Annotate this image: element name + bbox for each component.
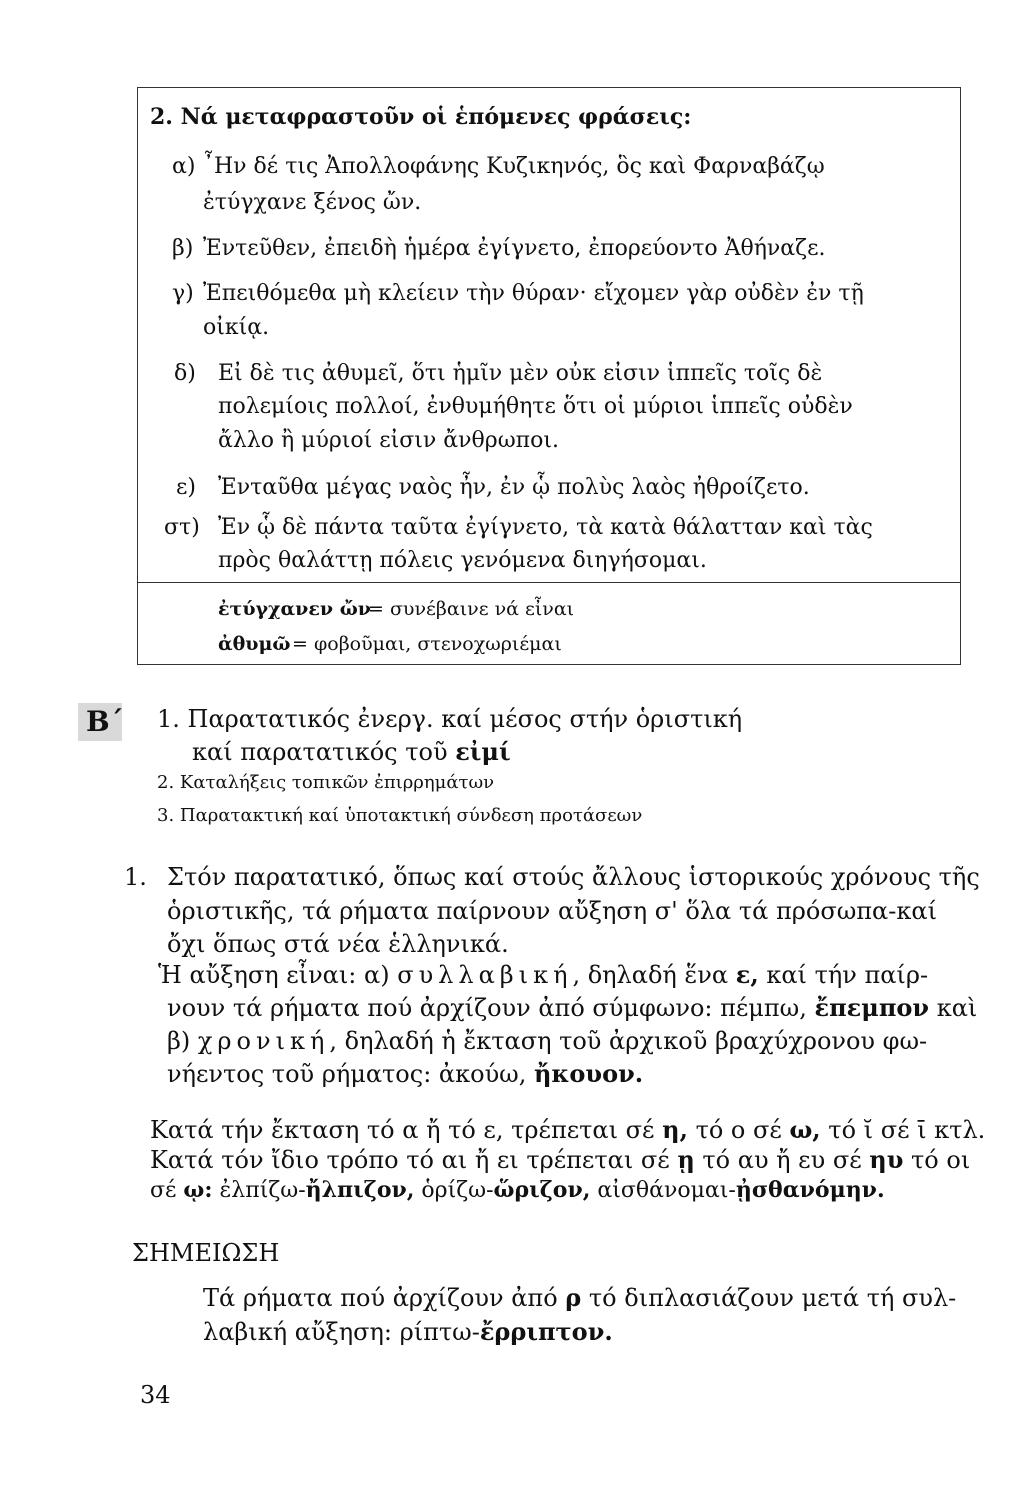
body-p3-line-1 (150, 1115, 985, 1144)
exercise-label-d: δ) (174, 361, 196, 386)
body-p3-l2-text3: τό οι (903, 1146, 971, 1174)
body-p3-l3-text3: ὁρίζω- (414, 1178, 494, 1203)
body-p3-l1-text2: τό ο σέ (687, 1116, 790, 1144)
body-p2-l4-text: νήεντος τοῦ ρήματος: ἀκούω, (167, 1060, 534, 1088)
note-l1-bold: ρ (565, 1283, 582, 1312)
body-p3-l1-text: Κατά τήν ἔκταση τό α ἤ τό ε, τρέπεται σέ (150, 1116, 663, 1144)
exercise-line-e: Ἐνταῦθα μέγας ναὸς ἦν, ἐν ᾧ πολὺς λαὸς ἠθροίζετο. (218, 475, 810, 500)
body-p2-l1-bold: ε, (735, 960, 759, 989)
body-p3-l2-text2: τό αυ ἤ ευ σέ (694, 1146, 870, 1174)
exercise-label-e: ε) (176, 475, 196, 500)
exercise-line-a2: ἐτύγχανε ξένος ὤν. (203, 190, 422, 215)
note-l1-text2: τό διπλασιάζουν μετά τή συλ- (581, 1284, 957, 1312)
body-p3-l2-text: Κατά τόν ἴδιο τρόπο τό αι ἤ ει τρέπεται σέ (150, 1146, 678, 1174)
note-l1-text: Τά ρήματα πού ἀρχίζουν ἀπό (203, 1284, 566, 1312)
glossary-def-2: = φοβοῦμαι, στενοχωριέμαι (292, 633, 562, 655)
body-p2-l3-text2: , δηλαδή ἡ ἔκταση τοῦ ἀρχικοῦ βραχύχρονου φω- (329, 1027, 928, 1055)
section-item-1-line-1: 1. Παρατατικός ἐνεργ. καί μέσος στήν ὁριστική (157, 705, 743, 733)
glossary-def-1: = συνέβαινε νά εἶναι (368, 598, 575, 620)
body-p3-line-3 (150, 1177, 885, 1203)
body-p3-l2-bold: ῃ (677, 1145, 695, 1174)
body-p1-line-3: ὄχι ὅπως στά νέα ἑλληνικά. (167, 930, 509, 958)
body-p1-line-2: ὁριστικῆς, τά ρήματα παίρνουν αὔξηση σ' ὅλα τά πρόσωπα-καί (167, 897, 937, 925)
body-p2-l1-text: Ἡ αὔξηση εἶναι: α) (158, 961, 398, 989)
body-p2-line-2 (167, 993, 977, 1022)
exercise-label-b: β) (172, 236, 194, 261)
body-p2-line-1 (158, 960, 928, 989)
section-item-1-bold-term: εἰμί (455, 737, 511, 766)
body-p3-l3-text4: αἰσθάνομαι- (590, 1178, 736, 1203)
body-p3-l3-bold3: ὥριζον, (493, 1177, 591, 1203)
exercise-line-c1: Ἐπειθόμεθα μὴ κλείειν τὴν θύραν· εἴχομεν γὰρ οὐδὲν ἐν τῇ (203, 281, 864, 306)
body-p2-l1-text3: καί τήν παίρ- (758, 961, 929, 989)
body-p2-l3-spaced: χρονική (197, 1027, 330, 1055)
body-p3-l1-bold2: ω, (789, 1115, 821, 1144)
note-line-1 (203, 1283, 956, 1312)
body-p3-l1-text3: τό ῐ σέ ῑ κτλ. (820, 1116, 986, 1144)
body-p3-l1-bold: η, (662, 1115, 688, 1144)
body-p2-line-3 (167, 1027, 927, 1055)
exercise-line-c2: οἰκίᾳ. (203, 315, 270, 340)
body-p1-line-1: Στόν παρατατικό, ὅπως καί στούς ἄλλους ἱστορικούς χρόνους τῆς (167, 863, 980, 891)
body-p3-l3-text: σέ (150, 1178, 184, 1203)
exercise-line-b: Ἐντεῦθεν, ἐπειδὴ ἡμέρα ἐγίγνετο, ἐπορεύοντο Ἀθήναζε. (203, 236, 826, 261)
body-p3-l3-bold: ῳ: (183, 1177, 213, 1203)
note-l2-text: λαβική αὔξηση: ρίπτω- (203, 1318, 480, 1346)
exercise-label-st: στ) (164, 515, 200, 540)
body-p3-l2-bold2: ηυ (869, 1145, 904, 1174)
exercise-label-a: α) (172, 154, 196, 179)
note-line-2 (203, 1317, 613, 1346)
section-badge: Β΄ (78, 703, 122, 741)
body-p2-l3-text: β) (167, 1027, 198, 1055)
body-p2-l4-bold: ἤκουον. (533, 1059, 644, 1088)
note-l2-bold: ἔρριπτον. (479, 1317, 613, 1346)
body-p2-l1-spaced: συλλαβική (397, 961, 573, 989)
exercise-line-st2: πρὸς θαλάττῃ πόλεις γενόμενα διηγήσομαι. (218, 548, 707, 573)
exercise-line-a1: ῏Ην δέ τις Ἀπολλοφάνης Κυζικηνός, ὃς καὶ Φαρναβάζῳ (203, 154, 825, 179)
glossary-term-2: ἀθυμῶ (218, 633, 291, 655)
body-p3-l3-bold2: ἤλπιζον, (305, 1177, 415, 1203)
body-p2-l1-text2: , δηλαδή ἕνα (572, 961, 736, 989)
body-p3-l3-bold4: ᾐσθανόμην. (735, 1177, 885, 1203)
body-number: 1. (124, 863, 147, 891)
body-p2-line-4 (167, 1059, 643, 1088)
exercise-label-c: γ) (172, 281, 194, 306)
body-p2-l2-bold: ἔπεμπον (814, 993, 930, 1022)
section-item-1-line-2 (192, 737, 511, 766)
body-p3-l3-text2: ἐλπίζω- (212, 1178, 306, 1203)
body-p2-l2-text2: καὶ (929, 994, 978, 1022)
section-item-1-text: καί παρατατικός τοῦ (192, 738, 456, 766)
exercise-line-d1: Εἰ δὲ τις ἀθυμεῖ, ὅτι ἡμῖν μὲν οὐκ εἰσιν ἱππεῖς τοῖς δὲ (218, 361, 823, 386)
glossary-divider (137, 582, 961, 583)
exercise-line-st1: Ἐν ᾧ δὲ πάντα ταῦτα ἐγίγνετο, τὰ κατὰ θάλατταν καὶ τὰς (218, 515, 873, 540)
section-item-2: 2. Καταλήξεις τοπικῶν ἐπιρρημάτων (157, 772, 495, 793)
body-p2-l2-text: νουν τά ρήματα πού ἀρχίζουν ἀπό σύμφωνο: πέμπω, (167, 994, 815, 1022)
note-title: ΣΗΜΕΙΩΣΗ (132, 1239, 280, 1267)
page-number: 34 (140, 1381, 171, 1409)
body-p3-line-2 (150, 1145, 970, 1174)
exercise-line-d3: ἄλλο ἢ μύριοί εἰσιν ἄνθρωποι. (218, 428, 559, 453)
section-item-3: 3. Παρατακτική καί ὑποτακτική σύνδεση προτάσεων (157, 805, 643, 826)
exercise-title: 2. Νά μεταφραστοῦν οἱ ἑπόμενες φράσεις: (150, 104, 692, 130)
glossary-term-1: ἐτύγχανεν ὤν (218, 598, 371, 620)
exercise-line-d2: πολεμίοις πολλοί, ἐνθυμήθητε ὅτι οἱ μύριοι ἱππεῖς οὐδὲν (218, 394, 853, 419)
